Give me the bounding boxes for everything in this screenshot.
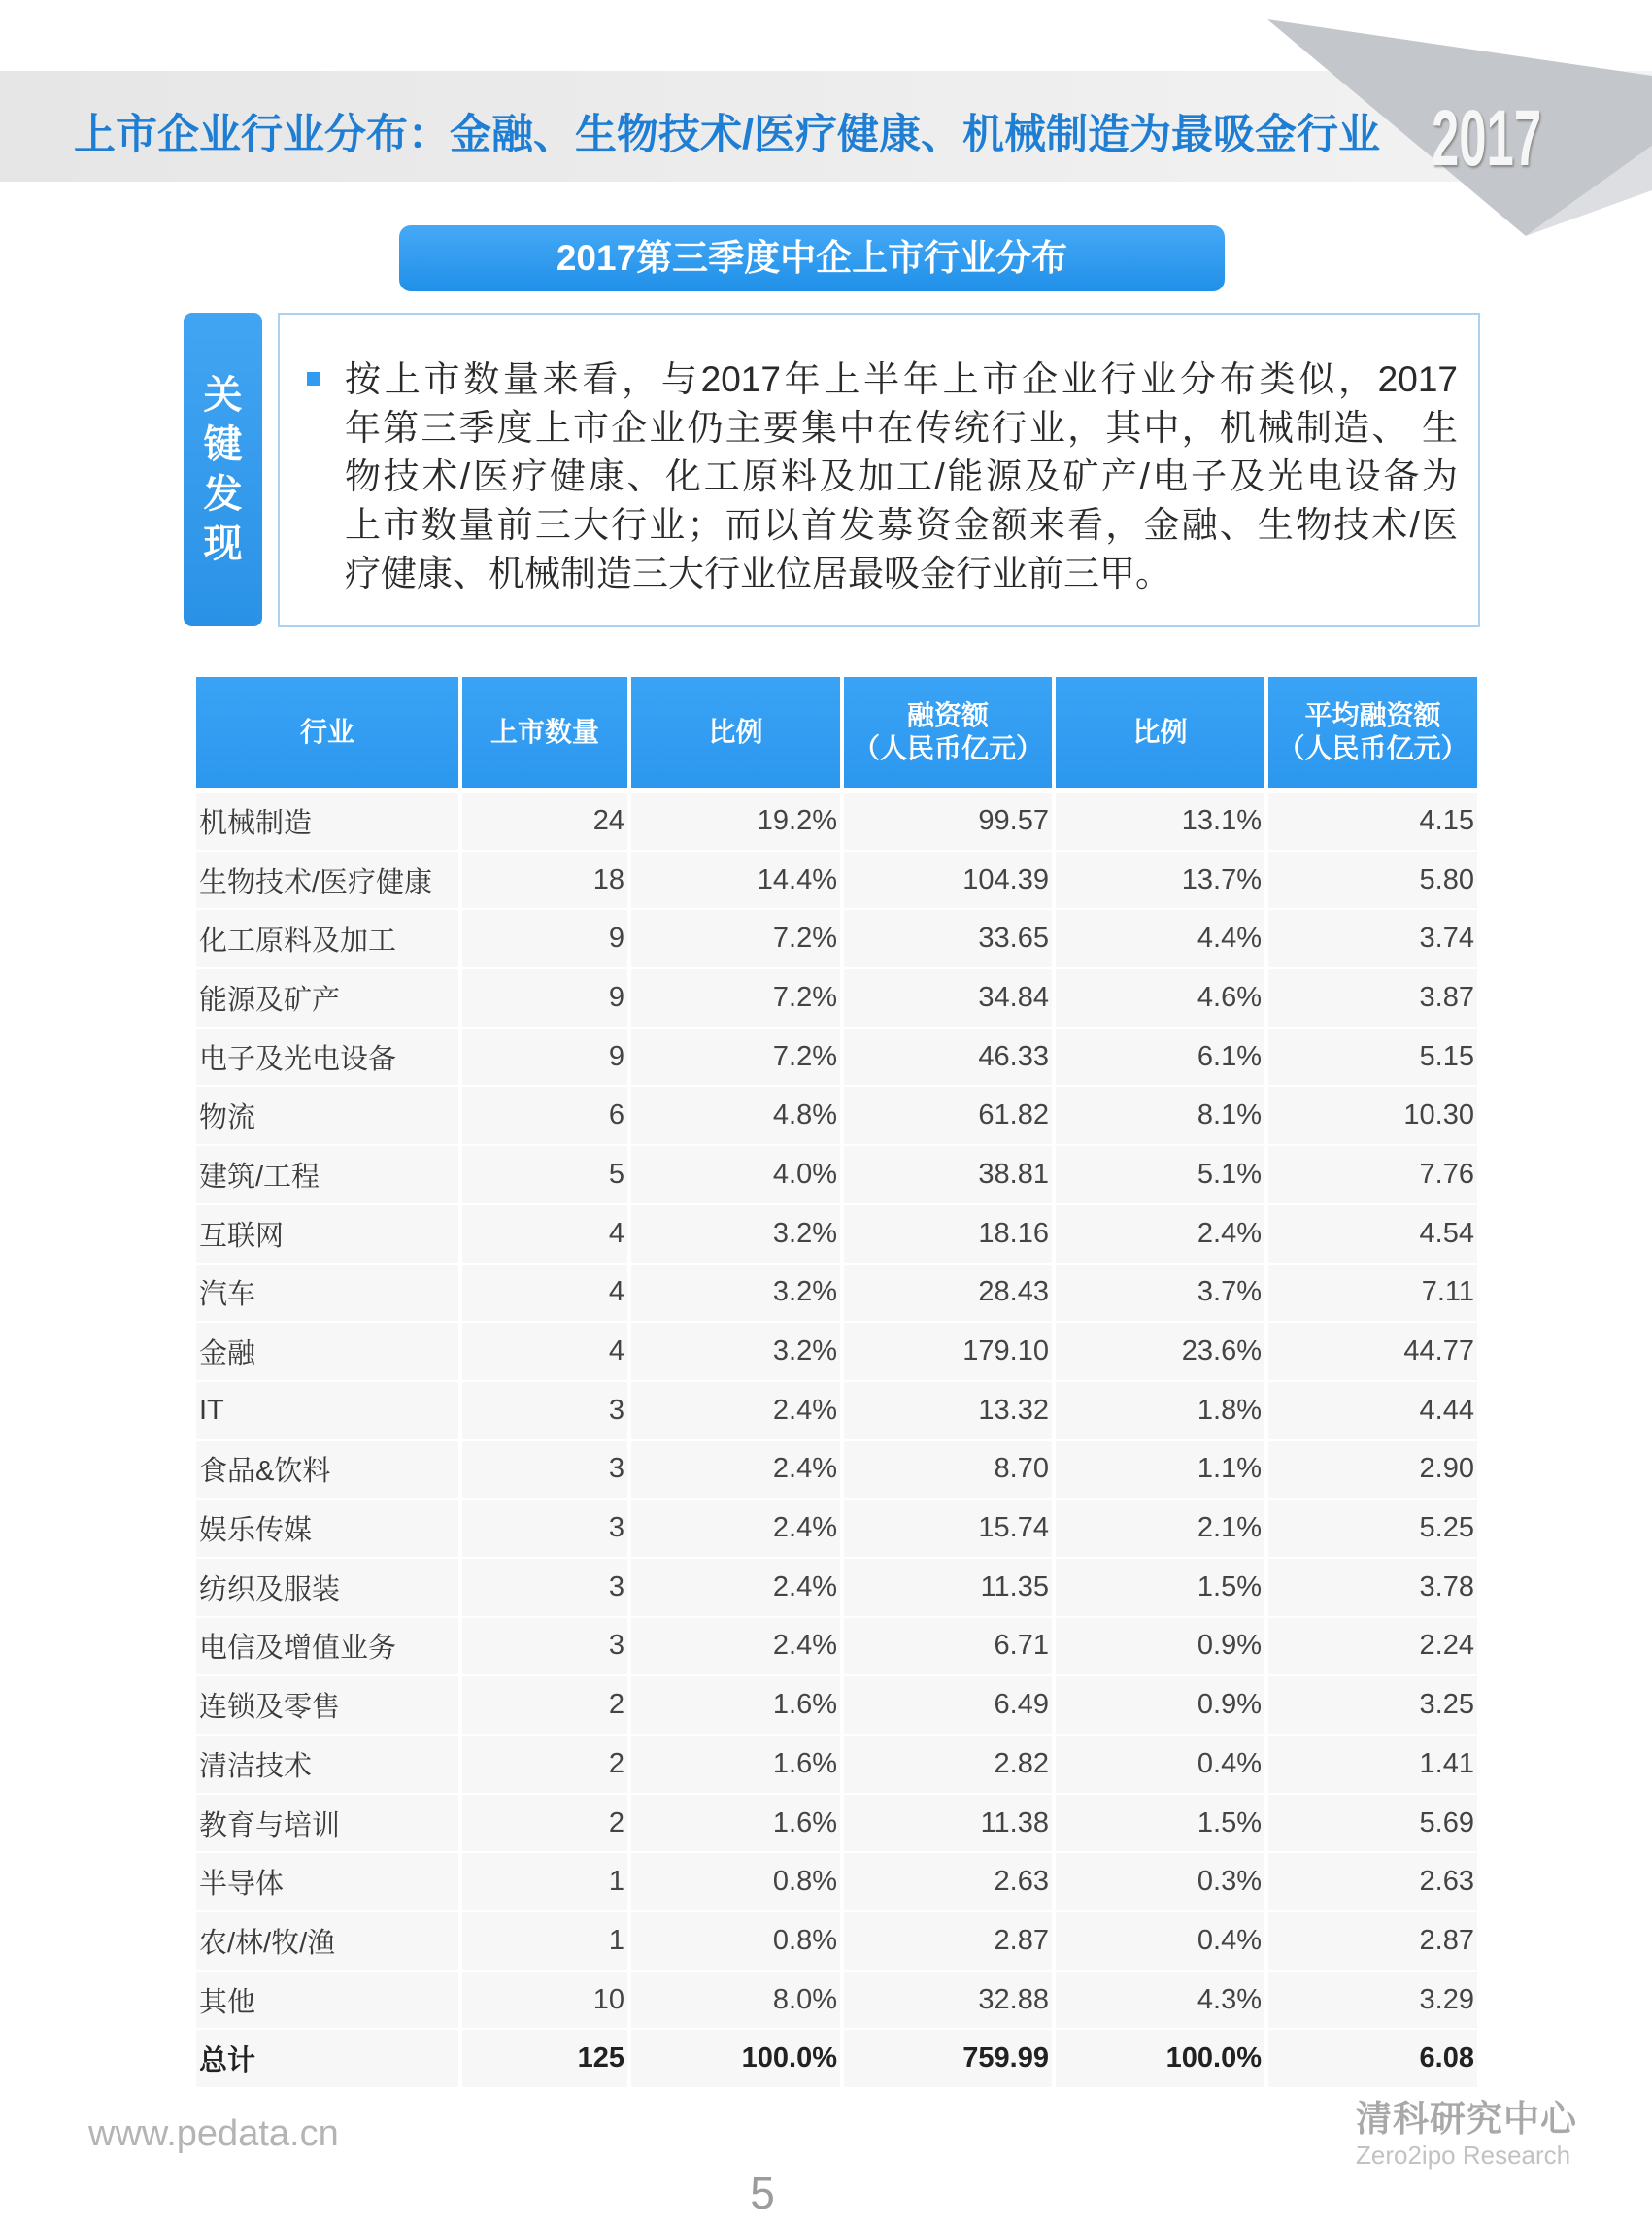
cell-financing-share: 13.1% <box>1056 793 1264 852</box>
cell-financing: 11.35 <box>844 1559 1052 1618</box>
cell-avg-financing: 2.87 <box>1268 1912 1477 1972</box>
column-header-financing-share <box>1056 677 1264 788</box>
cell-financing: 13.32 <box>844 1382 1052 1441</box>
cell-listings: 3 <box>462 1618 627 1677</box>
cell-listing-share: 3.2% <box>631 1265 840 1324</box>
table-row <box>196 1205 1477 1265</box>
key-finding-line: 年第三季度上市企业仍主要集中在传统行业，其中，机械制造、 生 <box>345 408 1458 448</box>
cell-financing: 759.99 <box>844 2030 1052 2089</box>
cell-industry: 连锁及零售 <box>196 1676 458 1736</box>
cell-industry: 娱乐传媒 <box>196 1500 458 1559</box>
cell-financing-share: 2.1% <box>1056 1500 1264 1559</box>
cell-avg-financing: 2.24 <box>1268 1618 1477 1677</box>
cell-industry: 其他 <box>196 1972 458 2031</box>
cell-industry: 互联网 <box>196 1205 458 1265</box>
cell-financing: 61.82 <box>844 1087 1052 1146</box>
cell-listing-share: 2.4% <box>631 1559 840 1618</box>
cell-listings: 3 <box>462 1382 627 1441</box>
cell-listings: 9 <box>462 1029 627 1088</box>
cell-financing: 38.81 <box>844 1146 1052 1205</box>
cell-financing: 8.70 <box>844 1441 1052 1501</box>
cell-financing-share: 8.1% <box>1056 1087 1264 1146</box>
cell-avg-financing: 7.11 <box>1268 1265 1477 1324</box>
cell-financing-share: 2.4% <box>1056 1205 1264 1265</box>
cell-financing-share: 0.4% <box>1056 1912 1264 1972</box>
cell-avg-financing: 10.30 <box>1268 1087 1477 1146</box>
cell-listing-share: 4.0% <box>631 1146 840 1205</box>
table-row <box>196 1795 1477 1854</box>
column-header-label: 平均融资额 <box>1304 700 1441 730</box>
cell-listings: 10 <box>462 1972 627 2031</box>
cell-listing-share: 3.2% <box>631 1323 840 1382</box>
key-finding-line: 按上市数量来看，与2017年上半年上市企业行业分布类似，2017 <box>345 359 1458 399</box>
cell-listing-share: 1.6% <box>631 1736 840 1795</box>
cell-financing: 28.43 <box>844 1265 1052 1324</box>
column-header-industry <box>196 677 458 788</box>
column-header-label: 上市数量 <box>489 717 599 747</box>
table-row <box>196 1500 1477 1559</box>
cell-listings: 4 <box>462 1323 627 1382</box>
cell-listing-share: 0.8% <box>631 1853 840 1912</box>
cell-listing-share: 1.6% <box>631 1676 840 1736</box>
table-row <box>196 1912 1477 1972</box>
cell-listings: 4 <box>462 1265 627 1324</box>
cell-financing: 34.84 <box>844 969 1052 1029</box>
cell-avg-financing: 4.54 <box>1268 1205 1477 1265</box>
cell-listing-share: 1.6% <box>631 1795 840 1854</box>
cell-financing-share: 5.1% <box>1056 1146 1264 1205</box>
cell-listing-share: 2.4% <box>631 1382 840 1441</box>
cell-financing: 99.57 <box>844 793 1052 852</box>
cell-financing-share: 1.5% <box>1056 1795 1264 1854</box>
cell-industry: 建筑/工程 <box>196 1146 458 1205</box>
cell-industry: 食品&饮料 <box>196 1441 458 1501</box>
cell-industry: IT <box>196 1382 458 1441</box>
column-header-listings <box>462 677 627 788</box>
cell-avg-financing: 3.78 <box>1268 1559 1477 1618</box>
footer-logo-english: Zero2ipo Research <box>1356 2141 1571 2170</box>
cell-financing-share: 4.3% <box>1056 1972 1264 2031</box>
cell-listings: 2 <box>462 1795 627 1854</box>
cell-industry: 生物技术/医疗健康 <box>196 852 458 911</box>
cell-financing-share: 4.4% <box>1056 910 1264 969</box>
cell-financing-share: 1.5% <box>1056 1559 1264 1618</box>
cell-listing-share: 0.8% <box>631 1912 840 1972</box>
footer-logo-chinese: 清科研究中心 <box>1356 2099 1577 2139</box>
cell-financing: 2.82 <box>844 1736 1052 1795</box>
key-findings-tab <box>184 313 262 626</box>
cell-avg-financing: 4.44 <box>1268 1382 1477 1441</box>
cell-industry: 农/林/牧/渔 <box>196 1912 458 1972</box>
cell-industry: 半导体 <box>196 1853 458 1912</box>
table-row <box>196 1265 1477 1324</box>
table-body <box>196 793 1477 2089</box>
cell-industry: 能源及矿产 <box>196 969 458 1029</box>
cell-avg-financing: 7.76 <box>1268 1146 1477 1205</box>
cell-financing-share: 0.3% <box>1056 1853 1264 1912</box>
footer-website: www.pedata.cn <box>88 2113 339 2154</box>
cell-listing-share: 19.2% <box>631 793 840 852</box>
cell-financing: 46.33 <box>844 1029 1052 1088</box>
cell-listings: 3 <box>462 1441 627 1501</box>
cell-financing: 2.63 <box>844 1853 1052 1912</box>
table-row <box>196 1323 1477 1382</box>
key-findings-text <box>345 355 1458 598</box>
cell-financing: 18.16 <box>844 1205 1052 1265</box>
cell-industry: 机械制造 <box>196 793 458 852</box>
section-subtitle-banner: 2017第三季度中企上市行业分布 <box>399 225 1225 291</box>
cell-listings: 4 <box>462 1205 627 1265</box>
column-header-avg-financing <box>1268 677 1477 788</box>
cell-listing-share: 7.2% <box>631 910 840 969</box>
cell-listings: 2 <box>462 1676 627 1736</box>
table-row <box>196 1441 1477 1501</box>
cell-avg-financing: 3.29 <box>1268 1972 1477 2031</box>
table-row <box>196 1146 1477 1205</box>
cell-avg-financing: 1.41 <box>1268 1736 1477 1795</box>
cell-listings: 1 <box>462 1912 627 1972</box>
cell-avg-financing: 44.77 <box>1268 1323 1477 1382</box>
cell-listings: 125 <box>462 2030 627 2089</box>
cell-avg-financing: 2.63 <box>1268 1853 1477 1912</box>
cell-financing: 6.71 <box>844 1618 1052 1677</box>
cell-listings: 6 <box>462 1087 627 1146</box>
cell-financing-share: 13.7% <box>1056 852 1264 911</box>
cell-avg-financing: 4.15 <box>1268 793 1477 852</box>
column-header-listing-share <box>631 677 840 788</box>
key-finding-line: 物技术/医疗健康、化工原料及加工/能源及矿产/电子及光电设备为 <box>345 456 1458 496</box>
cell-avg-financing: 2.90 <box>1268 1441 1477 1501</box>
cell-financing-share: 1.8% <box>1056 1382 1264 1441</box>
cell-listings: 3 <box>462 1500 627 1559</box>
table-header <box>196 677 1477 788</box>
cell-listings: 24 <box>462 793 627 852</box>
key-findings-label: 关键发现 <box>203 373 243 565</box>
cell-financing: 33.65 <box>844 910 1052 969</box>
cell-industry: 物流 <box>196 1087 458 1146</box>
cell-financing-share: 23.6% <box>1056 1323 1264 1382</box>
cell-avg-financing: 3.87 <box>1268 969 1477 1029</box>
cell-avg-financing: 3.25 <box>1268 1676 1477 1736</box>
table-row <box>196 1853 1477 1912</box>
column-header-unit: （人民币亿元） <box>1277 733 1468 763</box>
column-header-unit: （人民币亿元） <box>852 733 1043 763</box>
cell-listings: 1 <box>462 1853 627 1912</box>
cell-listings: 9 <box>462 910 627 969</box>
bullet-square-icon <box>307 372 320 386</box>
cell-industry: 金融 <box>196 1323 458 1382</box>
cell-financing-share: 6.1% <box>1056 1029 1264 1088</box>
table-row <box>196 910 1477 969</box>
cell-avg-financing: 5.25 <box>1268 1500 1477 1559</box>
cell-listing-share: 2.4% <box>631 1500 840 1559</box>
cell-avg-financing: 5.15 <box>1268 1029 1477 1088</box>
cell-industry: 电子及光电设备 <box>196 1029 458 1088</box>
cell-listings: 5 <box>462 1146 627 1205</box>
table-row <box>196 1676 1477 1736</box>
cell-listing-share: 7.2% <box>631 1029 840 1088</box>
cell-industry: 电信及增值业务 <box>196 1618 458 1677</box>
cell-listings: 9 <box>462 969 627 1029</box>
cell-financing: 15.74 <box>844 1500 1052 1559</box>
cell-financing-share: 0.9% <box>1056 1676 1264 1736</box>
table-row <box>196 1382 1477 1441</box>
cell-listing-share: 2.4% <box>631 1618 840 1677</box>
year-mark: 2017 <box>1432 94 1542 183</box>
table-row <box>196 1972 1477 2031</box>
cell-listing-share: 3.2% <box>631 1205 840 1265</box>
table-row <box>196 969 1477 1029</box>
table-row <box>196 1618 1477 1677</box>
column-header-label: 比例 <box>1132 717 1188 747</box>
cell-industry: 教育与培训 <box>196 1795 458 1854</box>
cell-industry: 汽车 <box>196 1265 458 1324</box>
cell-industry: 总计 <box>196 2030 458 2089</box>
cell-financing: 32.88 <box>844 1972 1052 2031</box>
page-number: 5 <box>750 2168 775 2218</box>
key-finding-line: 疗健康、机械制造三大行业位居最吸金行业前三甲。 <box>345 554 1171 593</box>
cell-listing-share: 2.4% <box>631 1441 840 1501</box>
table-row <box>196 1736 1477 1795</box>
column-header-label: 行业 <box>299 717 354 747</box>
cell-listing-share: 4.8% <box>631 1087 840 1146</box>
key-finding-line: 上市数量前三大行业；而以首发募资金额来看，金融、生物技术/医 <box>345 505 1458 545</box>
cell-listing-share: 14.4% <box>631 852 840 911</box>
cell-industry: 纺织及服装 <box>196 1559 458 1618</box>
table-total-row <box>196 2030 1477 2089</box>
column-header-financing <box>844 677 1052 788</box>
table-row <box>196 1029 1477 1088</box>
cell-financing: 104.39 <box>844 852 1052 911</box>
cell-avg-financing: 3.74 <box>1268 910 1477 969</box>
cell-avg-financing: 5.69 <box>1268 1795 1477 1854</box>
cell-industry: 化工原料及加工 <box>196 910 458 969</box>
cell-financing: 11.38 <box>844 1795 1052 1854</box>
cell-listing-share: 7.2% <box>631 969 840 1029</box>
cell-avg-financing: 6.08 <box>1268 2030 1477 2089</box>
cell-financing-share: 0.9% <box>1056 1618 1264 1677</box>
cell-listing-share: 100.0% <box>631 2030 840 2089</box>
page-title: 上市企业行业分布：金融、生物技术/医疗健康、机械制造为最吸金行业 <box>74 112 1380 158</box>
column-header-label: 比例 <box>708 717 763 747</box>
cell-financing-share: 0.4% <box>1056 1736 1264 1795</box>
cell-financing-share: 100.0% <box>1056 2030 1264 2089</box>
cell-financing: 179.10 <box>844 1323 1052 1382</box>
cell-listings: 3 <box>462 1559 627 1618</box>
table-row <box>196 1559 1477 1618</box>
cell-listings: 18 <box>462 852 627 911</box>
table-row <box>196 1087 1477 1146</box>
cell-financing-share: 1.1% <box>1056 1441 1264 1501</box>
cell-industry: 清洁技术 <box>196 1736 458 1795</box>
table-row <box>196 793 1477 852</box>
column-header-label: 融资额 <box>906 700 989 730</box>
cell-financing: 2.87 <box>844 1912 1052 1972</box>
cell-financing-share: 4.6% <box>1056 969 1264 1029</box>
cell-listings: 2 <box>462 1736 627 1795</box>
cell-avg-financing: 5.80 <box>1268 852 1477 911</box>
cell-financing: 6.49 <box>844 1676 1052 1736</box>
table-row <box>196 852 1477 911</box>
cell-listing-share: 8.0% <box>631 1972 840 2031</box>
cell-financing-share: 3.7% <box>1056 1265 1264 1324</box>
